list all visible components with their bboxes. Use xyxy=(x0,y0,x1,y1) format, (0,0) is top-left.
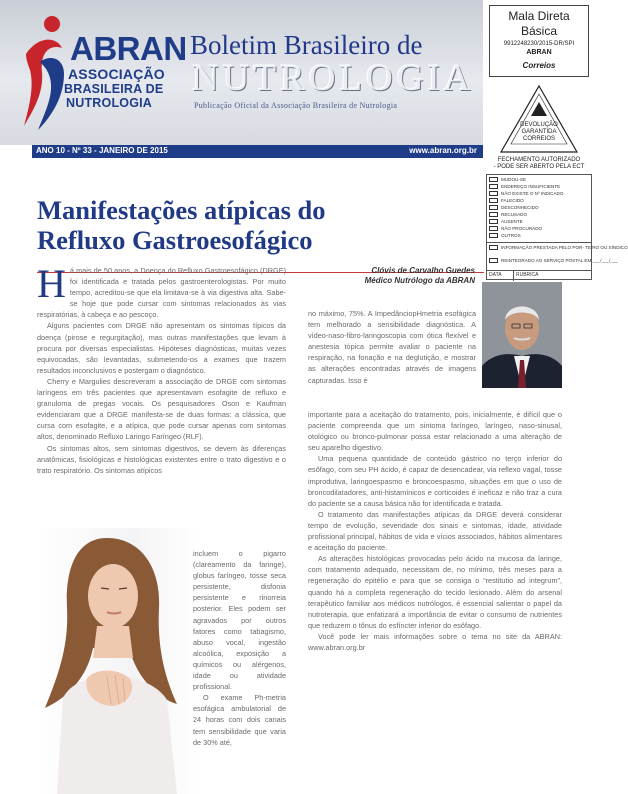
form-option[interactable]: FALECIDO xyxy=(489,198,524,203)
bulletin-subtitle: Publicação Oficial da Associação Brasileira de Nutrologia xyxy=(194,101,398,110)
triangle-text-2: GARANTIDA xyxy=(521,129,557,135)
checkbox[interactable] xyxy=(489,212,498,217)
author-role: Médico Nutrólogo da ABRAN xyxy=(364,276,475,285)
article-column-1b xyxy=(193,548,286,748)
article-title-line1: Manifestações atípicas do xyxy=(37,195,326,225)
paragraph-4-cont: incluem o pigarro (clareamento da faringe), globus faríngeo, tosse seca persistente, disfonia persistente e rinorreia posterior. Eles podem ser agravados por outros fatores como tabagismo, abuso vocal, ingestão alcoólica, exposição a químicos ou alérgenos, idade ou atividade profissional. xyxy=(193,549,286,692)
paragraph-9: Você pode ler mais informações sobre o tema no site da ABRAN: www.abran.org.br xyxy=(308,631,562,652)
checkbox[interactable] xyxy=(489,191,498,196)
date-field-label[interactable]: DATA xyxy=(489,272,502,278)
paragraph-2: Alguns pacientes com DRGE não apresentam os sintomas típicos da doença (pirose e regurgitação), mas outras manifestações que levam à procura por diversas especialistas. Hipóteses diagnósticas, muitas vezes equivocadas, são levantadas, submetendo-os a exames que trazem resultados inconclusivos e postergam o diagnóstico. xyxy=(37,321,286,375)
paragraph-5: O exame Ph-metria esofágica ambulatorial de 24 horas com dois canais tem sensibilidade que varia de 30% até, xyxy=(193,693,286,747)
checkbox[interactable] xyxy=(489,245,498,250)
triangle-text-1: DEVOLUÇÃO xyxy=(520,122,558,128)
author-name: Clóvis de Carvalho Guedes xyxy=(371,266,475,275)
checkbox[interactable] xyxy=(489,226,498,231)
form-divider xyxy=(487,270,591,271)
return-reason-form xyxy=(486,174,628,280)
article-title xyxy=(37,195,326,255)
bulletin-title-nutrologia: NUTROLOGIA xyxy=(192,58,475,99)
checkbox[interactable] xyxy=(489,219,498,224)
issue-info: ANO 10 - Nº 33 - JANEIRO DE 2015 xyxy=(36,146,168,155)
paragraph-3: Cherry e Margulies descreveram a associação de DRGE com sintomas laríngeos em três pacientes que apresentavam esofagite de refluxo e granuloma de pregas vocais. Os pesquisadores Oson e Kaufman evidenciaram que a DRGE manifesta-se de duas formas: a clássica, que cursa com esofagite, e a atípica, que pode cursar apenas com sintomas altos, denominado Refluxo Laringo Faríngeo (RLF). xyxy=(37,376,286,442)
masthead xyxy=(0,0,483,145)
checkbox[interactable] xyxy=(489,205,498,210)
triangle-text-3: CORREIOS xyxy=(522,136,555,142)
form-option[interactable]: INFORMAÇÃO PRESTADA PELO POR- TEIRO OU SÍNDICO xyxy=(489,245,628,250)
closing-notice-1: FECHAMENTO AUTORIZADO xyxy=(497,157,581,163)
correios-logo: Correios xyxy=(522,61,556,70)
form-option[interactable]: REINTEGRADO AO SERVIÇO POSTAL EM ___/___/___ xyxy=(489,258,618,263)
assoc-line-2: BRASILEIRA DE xyxy=(64,82,164,96)
closing-notice-2: - PODE SER ABERTO PELA ECT xyxy=(493,164,585,170)
website-link[interactable]: www.abran.org.br xyxy=(409,146,477,155)
article-title-line2: Refluxo Gastroesofágico xyxy=(37,225,313,255)
form-divider xyxy=(487,242,591,243)
paragraph-1: Há mais de 50 anos, a Doença do Refluxo Gastroesofágico (DRGE) foi identificada e tratada pelos gastroenterologistas. Por muito tempo, acreditou-se que ela limitava-se à via digestiva alta. Sabe-se hoje que pode cursar com sintomas relacionados às vias respiratórias, à cabeça e ao pescoço. xyxy=(37,261,286,320)
abran-logo-figure-icon xyxy=(20,14,68,132)
mail-type-line1: Mala Direta xyxy=(508,9,570,23)
form-option[interactable]: OUTROS xyxy=(489,233,521,238)
paragraph-6: Uma pequena quantidade de conteúdo gástrico no terço inferior do esôfago, com seu PH ácido, é capaz de desencadear, via reflexo vagal, tosse improdutiva, laringoespasmo e broncoespasmo, situações em que o uso de broncodilatadores, anti-histamínicos e corticoides é ineficaz e não traz a cura do paciente se a causa básica não for identificada e tratada. xyxy=(308,454,562,508)
author-photo xyxy=(482,282,562,388)
checkbox[interactable] xyxy=(489,233,498,238)
paragraph-8: As alterações histológicas provocadas pelo ácido na mucosa da laringe, com tratamento adequado, necessitam de, no mínimo, três meses para a regeneração do epitélio e para que se consiga o “restitutio ad integrum”, quando há a completa regeneração do tecido lesionado. Além do arsenal terapêutico familiar aos médicos nutrólogos, é essencial salientar o papel da nutroterapia, que enfatizará a importância de evitar o consumo de nutrientes que reduzem o tônus do esfíncter inferior do esôfago. xyxy=(308,554,562,630)
form-option[interactable]: NÃO PROCURADO xyxy=(489,226,542,231)
paragraph-5-cont2: importante para a aceitação do tratamento, pois, inicialmente, é difícil que o paciente compreenda que um sintoma faríngeo, laríngeo, naso-sinusal, otológico ou bronco-pulmonar possa estar relacionado a uma alteração de seu aparelho digestivo. xyxy=(308,410,562,453)
form-option[interactable]: NÃO EXISTE O Nº INDICADO xyxy=(489,191,563,196)
article-column-2a xyxy=(308,308,476,386)
paragraph-5-cont: no máximo, 75%. A ImpedânciopHmetria esofágica tem melhorado a sensibilidade diagnóstica. A vídeo-naso-fibro-laringoscopia com ótica flexível e anestesia tópica permite avaliar o paciente na respiração, na fonação e na deglutição, e mostrar as alterações encontradas através de imagens capturadas. Isso é xyxy=(308,309,476,385)
paragraph-4: Os sintomas altos, sem sintomas digestivos, se devem às diferenças anatômicas, fisiológicas e histológicas existentes entre o trato digestivo e o trato respiratório. Os sintomas atípicos xyxy=(37,443,286,475)
paragraph-7: O tratamento das manifestações atípicas da DRGE deverá considerar tempo de evolução, severidade dos sinais e sintomas, idade, atividade profissional principal, hábitos de vida e vícios associados, hábitos alimentares e aceitação do paciente. xyxy=(308,509,562,553)
article-column-1 xyxy=(37,261,286,476)
form-divider xyxy=(513,270,514,281)
checkbox[interactable] xyxy=(489,198,498,203)
form-option[interactable]: ENDEREÇO INSUFICIENTE xyxy=(489,184,560,189)
bulletin-title: Boletim Brasileiro de xyxy=(190,30,423,60)
mail-stamp-box xyxy=(489,5,589,77)
checkbox[interactable] xyxy=(489,177,498,182)
checkbox[interactable] xyxy=(489,184,498,189)
signature-field-label[interactable]: RUBRICA xyxy=(516,272,539,278)
abran-logo-text: ABRAN xyxy=(70,30,187,67)
form-option[interactable]: MUDOU-SE xyxy=(489,177,526,182)
woman-photo xyxy=(37,528,197,794)
issue-bar xyxy=(32,145,483,158)
mail-sender: ABRAN xyxy=(526,49,552,56)
form-option[interactable]: AUSENTE xyxy=(489,219,523,224)
checkbox[interactable] xyxy=(489,258,498,263)
article-column-2 xyxy=(308,409,562,653)
devolution-triangle-icon xyxy=(499,84,579,154)
mail-type-line2: Básica xyxy=(520,24,558,38)
assoc-line-3: NUTROLOGIA xyxy=(66,96,153,110)
form-option[interactable]: DESCONHECIDO xyxy=(489,205,539,210)
dropcap: H xyxy=(37,261,66,306)
assoc-line-1: ASSOCIAÇÃO xyxy=(68,66,165,82)
mail-contract: 9912248230/2015-DR/SPI xyxy=(503,41,575,47)
form-option[interactable]: RECUSADO xyxy=(489,212,527,217)
